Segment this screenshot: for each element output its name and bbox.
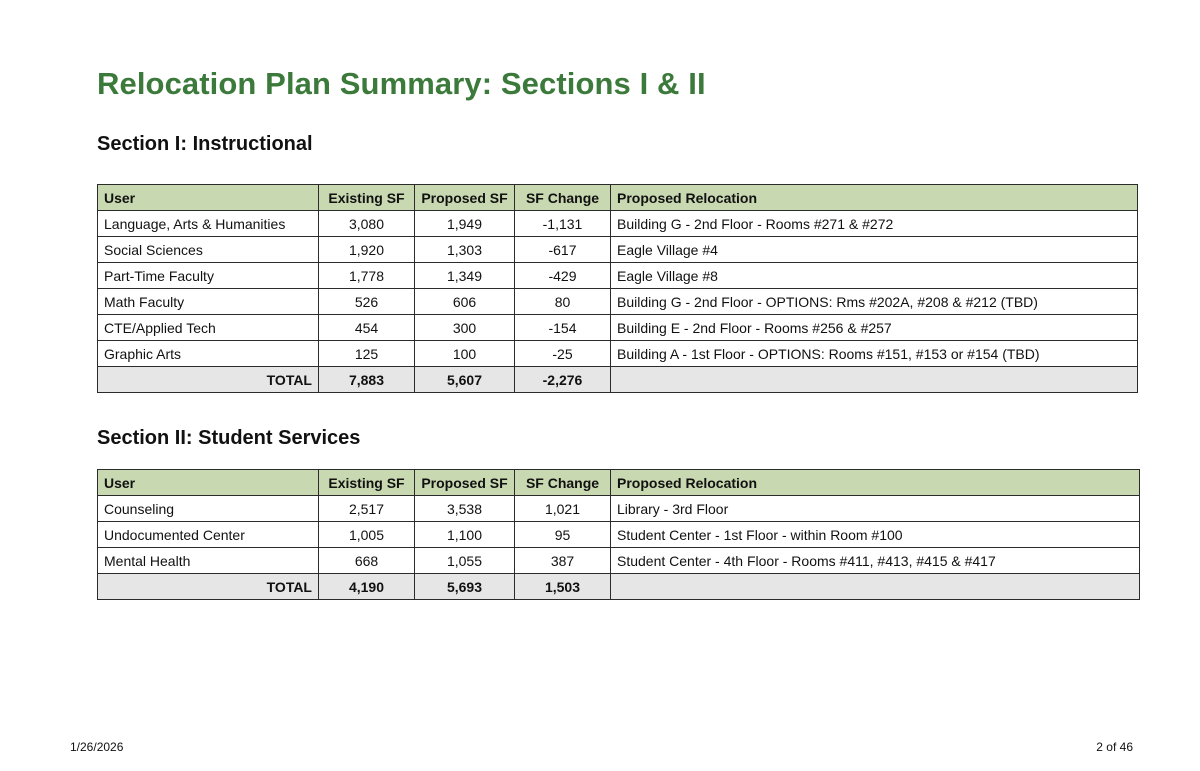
- total-label: TOTAL: [98, 367, 319, 393]
- column-header-proposed-relocation: Proposed Relocation: [611, 185, 1138, 211]
- total-existing-sf: 7,883: [319, 367, 415, 393]
- cell-proposed-sf: 100: [415, 341, 515, 367]
- table-row: [98, 263, 1138, 289]
- total-sf-change: -2,276: [515, 367, 611, 393]
- page-title: Relocation Plan Summary: Sections I & II: [97, 66, 706, 101]
- cell-proposed-relocation: Building G - 2nd Floor - Rooms #271 & #272: [611, 211, 1138, 237]
- cell-user: CTE/Applied Tech: [98, 315, 319, 341]
- cell-user: Part-Time Faculty: [98, 263, 319, 289]
- footer-page-number: 2 of 46: [1096, 740, 1133, 754]
- column-header-sf-change: SF Change: [515, 185, 611, 211]
- student-services-table: [97, 469, 1140, 600]
- table-row: [98, 211, 1138, 237]
- table-row: [98, 341, 1138, 367]
- cell-proposed-sf: 606: [415, 289, 515, 315]
- cell-proposed-relocation: Eagle Village #8: [611, 263, 1138, 289]
- column-header-user: User: [98, 470, 319, 496]
- cell-user: Counseling: [98, 496, 319, 522]
- cell-user: Social Sciences: [98, 237, 319, 263]
- table-header-row: [98, 470, 1140, 496]
- cell-existing-sf: 526: [319, 289, 415, 315]
- footer-date: 1/26/2026: [70, 740, 124, 754]
- table-row: [98, 522, 1140, 548]
- cell-proposed-sf: 1,303: [415, 237, 515, 263]
- total-existing-sf: 4,190: [319, 574, 415, 600]
- cell-user: Undocumented Center: [98, 522, 319, 548]
- column-header-existing-sf: Existing SF: [319, 185, 415, 211]
- cell-proposed-relocation: Library - 3rd Floor: [611, 496, 1140, 522]
- cell-user: Language, Arts & Humanities: [98, 211, 319, 237]
- cell-existing-sf: 1,005: [319, 522, 415, 548]
- cell-existing-sf: 2,517: [319, 496, 415, 522]
- cell-proposed-relocation: Building A - 1st Floor - OPTIONS: Rooms #151, #153 or #154 (TBD): [611, 341, 1138, 367]
- table-row: [98, 237, 1138, 263]
- column-header-proposed-sf: Proposed SF: [415, 470, 515, 496]
- cell-proposed-sf: 300: [415, 315, 515, 341]
- instructional-table: [97, 184, 1138, 393]
- column-header-proposed-relocation: Proposed Relocation: [611, 470, 1140, 496]
- cell-proposed-sf: 1,100: [415, 522, 515, 548]
- cell-user: Math Faculty: [98, 289, 319, 315]
- column-header-sf-change: SF Change: [515, 470, 611, 496]
- total-label: TOTAL: [98, 574, 319, 600]
- cell-user: Graphic Arts: [98, 341, 319, 367]
- cell-proposed-relocation: Building E - 2nd Floor - Rooms #256 & #257: [611, 315, 1138, 341]
- cell-existing-sf: 1,778: [319, 263, 415, 289]
- cell-proposed-relocation: Student Center - 4th Floor - Rooms #411, #413, #415 & #417: [611, 548, 1140, 574]
- total-proposed-sf: 5,693: [415, 574, 515, 600]
- column-header-user: User: [98, 185, 319, 211]
- total-relocation: [611, 574, 1140, 600]
- table-row: [98, 496, 1140, 522]
- column-header-proposed-sf: Proposed SF: [415, 185, 515, 211]
- cell-proposed-relocation: Building G - 2nd Floor - OPTIONS: Rms #202A, #208 & #212 (TBD): [611, 289, 1138, 315]
- table-row: [98, 289, 1138, 315]
- cell-sf-change: 80: [515, 289, 611, 315]
- total-proposed-sf: 5,607: [415, 367, 515, 393]
- cell-proposed-relocation: Student Center - 1st Floor - within Room #100: [611, 522, 1140, 548]
- cell-sf-change: 387: [515, 548, 611, 574]
- cell-sf-change: -154: [515, 315, 611, 341]
- cell-existing-sf: 668: [319, 548, 415, 574]
- cell-existing-sf: 125: [319, 341, 415, 367]
- cell-sf-change: 1,021: [515, 496, 611, 522]
- total-row: [98, 367, 1138, 393]
- table-row: [98, 548, 1140, 574]
- cell-proposed-relocation: Eagle Village #4: [611, 237, 1138, 263]
- cell-sf-change: -429: [515, 263, 611, 289]
- total-row: [98, 574, 1140, 600]
- cell-sf-change: -25: [515, 341, 611, 367]
- cell-user: Mental Health: [98, 548, 319, 574]
- cell-existing-sf: 1,920: [319, 237, 415, 263]
- total-sf-change: 1,503: [515, 574, 611, 600]
- section-1-heading: Section I: Instructional: [97, 133, 313, 155]
- table-row: [98, 315, 1138, 341]
- cell-sf-change: -1,131: [515, 211, 611, 237]
- cell-existing-sf: 454: [319, 315, 415, 341]
- cell-sf-change: -617: [515, 237, 611, 263]
- cell-existing-sf: 3,080: [319, 211, 415, 237]
- section-2-heading: Section II: Student Services: [97, 427, 361, 449]
- column-header-existing-sf: Existing SF: [319, 470, 415, 496]
- total-relocation: [611, 367, 1138, 393]
- cell-proposed-sf: 1,055: [415, 548, 515, 574]
- cell-proposed-sf: 3,538: [415, 496, 515, 522]
- cell-proposed-sf: 1,949: [415, 211, 515, 237]
- table-header-row: [98, 185, 1138, 211]
- cell-sf-change: 95: [515, 522, 611, 548]
- cell-proposed-sf: 1,349: [415, 263, 515, 289]
